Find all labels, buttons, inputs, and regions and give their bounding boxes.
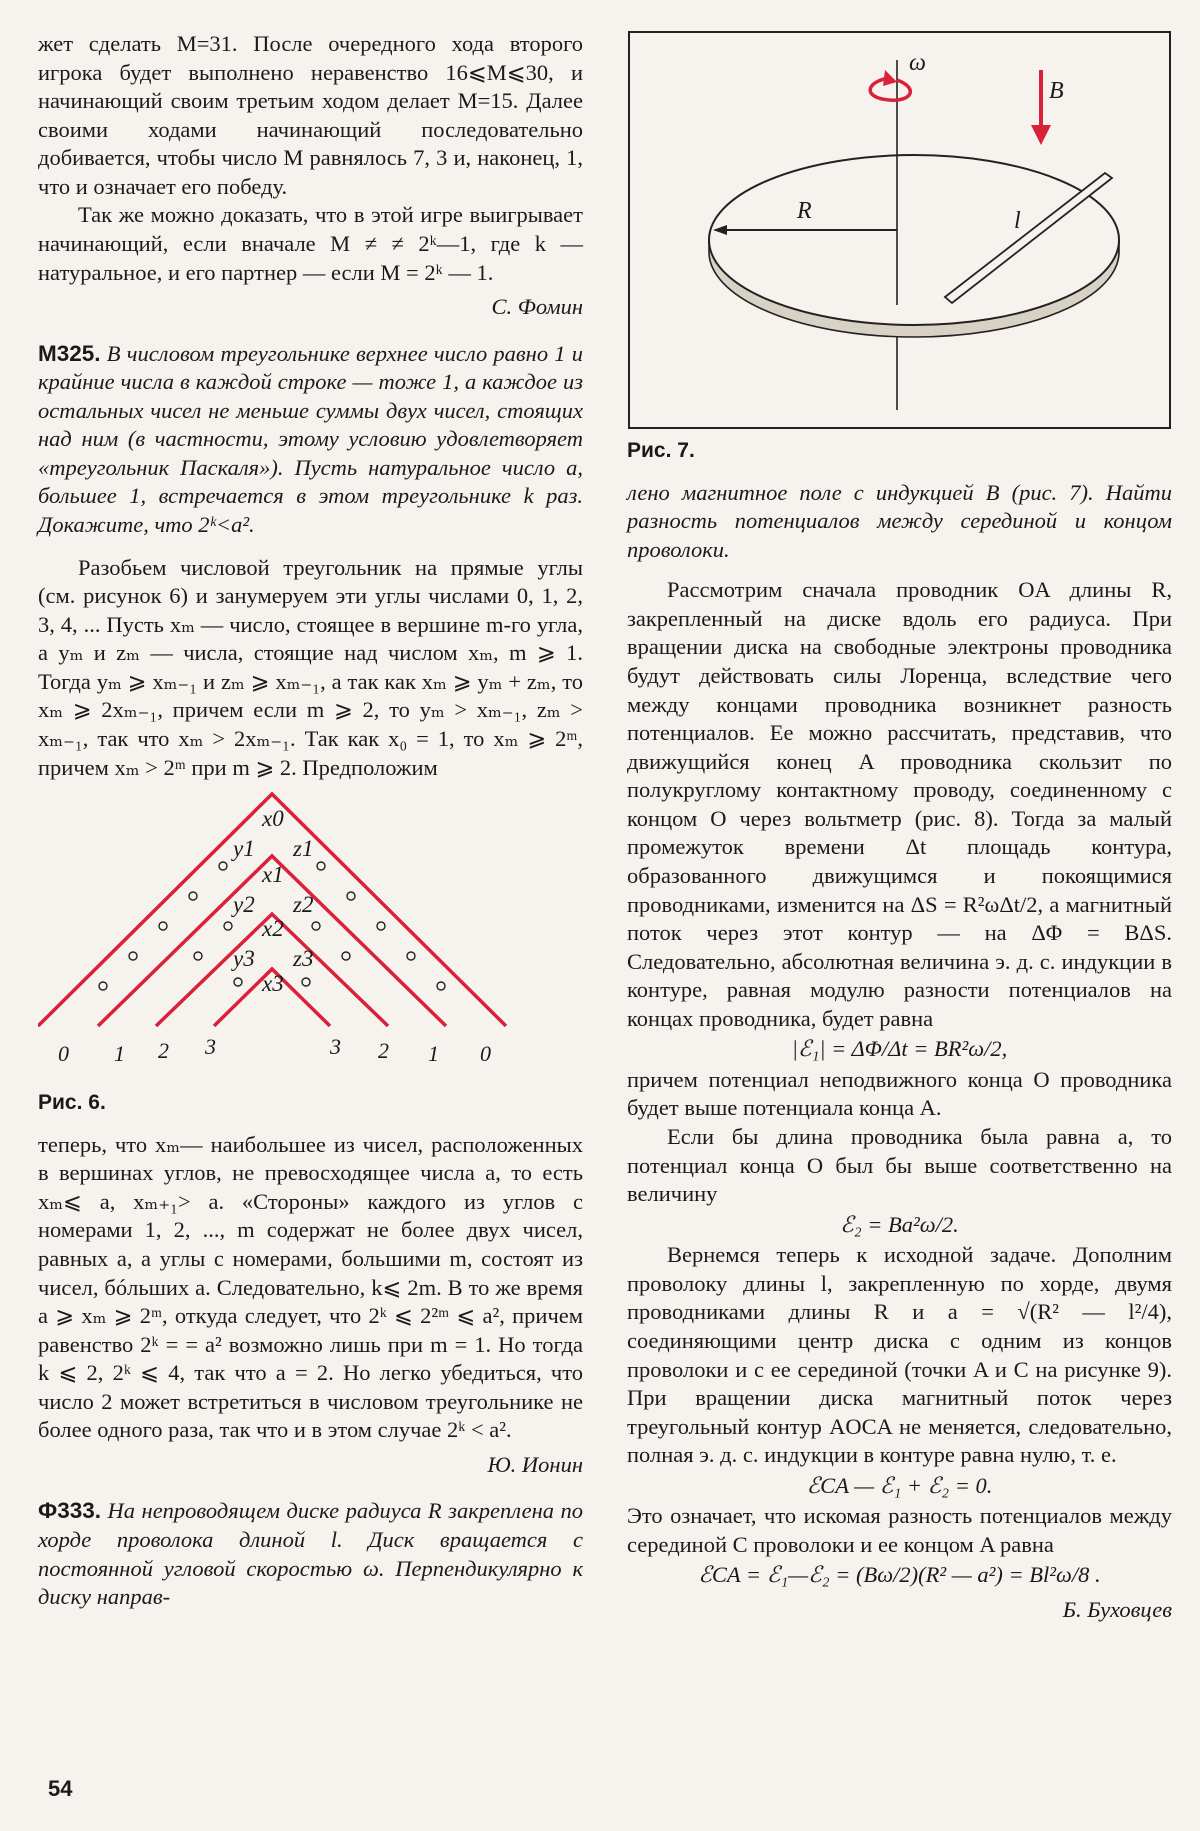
left-column [38,30,583,1612]
figure-7-caption: Рис. 7. [627,439,695,462]
r-label: R [797,198,812,224]
dot [312,922,320,930]
formula-emf1: |ℰ₁| = ΔΦ/Δt = BR²ω/2, [791,1036,1008,1062]
author-signature: С. Фомин [491,294,583,320]
paragraph-length-a: Если бы длина проводника была равна a, то потенциал конца O был бы выше соответственно на величину [627,1124,1172,1207]
x3-label: x3 [262,971,284,997]
right-column [627,30,1172,1643]
author-signature: Б. Буховцев [1062,1597,1172,1623]
b-label: B [1049,78,1064,104]
dot [347,892,355,900]
problem-label: Ф333. [38,1498,101,1524]
figure-7 [627,30,1172,430]
dot [189,892,197,900]
dot [129,952,137,960]
problem-m325 [38,340,583,540]
y3-label: y3 [233,946,255,972]
formula-sum: ℰCA — ℰ₁ + ℰ₂ = 0. [806,1472,993,1498]
paragraph-solution-end: теперь, что xₘ— наибольшее из чисел, расположенных в вершинах углов, не превосходящее числа a, то есть xₘ⩽ a, xₘ₊₁> a. «Стороны» каждого из углов с номерами 1, 2, ..., m содержат не более двух чисел, равных a, а углы с номерами, большими m, состоят из чисел, бóльших a. Следовательно, k⩽ 2m. В то же время a ⩾ xₘ ⩾ 2ᵐ, откуда следует, что 2ᵏ ⩽ 2²ᵐ ⩽ a², причем равенство 2ᵏ = = a² возможно лишь при m = 1. Но тогда k ⩽ 2, 2ᵏ ⩽ 4, так что a = 2. Но легко убедиться, что число 2 может встретиться в числовом треугольнике не более одного раза, так что и в этом случае 2ᵏ < a². [38,1131,583,1443]
z3-label: z3 [293,946,314,972]
paragraph-game-general: Так же можно доказать, что в этой игре выигрывает начинающий, если вначале M ≠ ≠ 2ᵏ—1, где k — натуральное, и его партнер — если M = 2ᵏ — 1. [38,202,583,285]
formula-emf2: ℰ₂ = Ba²ω/2. [840,1211,959,1237]
dot [224,922,232,930]
dot [159,922,167,930]
author-signature: Ю. Ионин [487,1451,583,1477]
angle-number-left-3: 3 [205,1034,216,1060]
paragraph-conductor: Рассмотрим сначала проводник OA длины R, закрепленный на диске вдоль его радиуса. При вращении диска на свободные электроны проводника будут действовать силы Лоренца, вследствие чего между концами проводника возникнет разность потенциалов. Ее можно рассчитать, представив, что движущийся конец A проводника скользит по полукруглому контактному проводу, соединенному с концом O через вольтметр (рис. 8). Тогда за малый промежуток времени Δt площадь контура, образованного движущимся и покоящимися проводниками, изменится на ΔS = R²ωΔt/2, а магнитный поток через этот контур — на ΔΦ = BΔS. Следовательно, абсолютная величина э. д. с. индукции в контуре, равная модулю разности потенциалов на концах проводника, будет равна [627,577,1172,1031]
dot [234,978,242,986]
dot [194,952,202,960]
l-label: l [1014,208,1021,234]
dot [377,922,385,930]
dot [437,982,445,990]
x0-label: x0 [262,806,284,832]
formula-result: ℰCA = ℰ₁—ℰ₂ = (Bω/2)(R² — a²) = Bl²ω/8 . [698,1562,1101,1588]
omega-label: ω [909,50,926,76]
problem-f333 [38,1497,583,1611]
angle-number-right-3: 3 [330,1034,341,1060]
paragraph-potential: причем потенциал неподвижного конца O проводника будет выше потенциала конца A. [627,1066,1172,1121]
z1-label: z1 [293,836,314,862]
page-number: 54 [48,1776,73,1801]
dot [219,862,227,870]
y1-label: y1 [233,836,255,862]
angle-number-left-2: 2 [158,1038,169,1064]
angle-number-left-1: 1 [114,1041,125,1067]
x2-label: x2 [262,916,284,942]
dot [99,982,107,990]
z2-label: z2 [293,892,314,918]
figure-6 [38,786,583,1086]
y2-label: y2 [233,892,255,918]
angle-number-left-0: 0 [58,1041,69,1067]
paragraph-solution-start: Разобьем числовой треугольник на прямые углы (см. рисунок 6) и занумеруем эти углы числами 0, 1, 2, 3, 4, ... Пусть xₘ — число, стоящее в вершине m-го угла, а yₘ и zₘ — числа, стоящие над числом xₘ, m ⩾ 1. Тогда yₘ ⩾ xₘ₋₁ и zₘ ⩾ xₘ₋₁, а так как xₘ ⩾ yₘ + zₘ, то xₘ ⩾ 2xₘ₋₁, причем если m ⩾ 2, то yₘ > xₘ₋₁, zₘ > xₘ₋₁, так что xₘ > 2xₘ₋₁. Так как x₀ = 1, то xₘ ⩾ 2ᵐ, причем xₘ > 2ᵐ при m ⩾ 2. Предположим [38,554,583,780]
angle-number-right-2: 2 [378,1038,389,1064]
problem-continuation: лено магнитное поле с индукцией B (рис. 7). Найти разность потенциалов между серединой и концом проволоки. [627,479,1172,562]
figure-6-caption: Рис. 6. [38,1091,106,1115]
paragraph-game-end: жет сделать M=31. После очередного хода второго игрока будет выполнено неравенство 16⩽M⩽30, и начинающий своим третьим ходом делает M=15. Далее своими ходами начинающий последовательно добивается, чтобы число M равнялось 7, 3 и, наконец, 1, что и означает его победу. [38,31,583,199]
angle-number-right-1: 1 [428,1041,439,1067]
paragraph-conclusion: Это означает, что искомая разность потенциалов между серединой C проволоки и ее концом A равна [627,1503,1172,1557]
problem-statement: В числовом треугольнике верхнее число равно 1 и крайние числа в каждой строке — тоже 1, а каждое из остальных чисел не меньше суммы двух чисел, стоящих над ним (в частности, этому условию удовлетворяет «треугольник Паскаля»). Пусть натуральное число a, большее 1, встречается в этом треугольнике k раз. Докажите, что 2ᵏ<a². [38,340,583,537]
problem-statement: На непроводящем диске радиуса R закреплена по хорде проволока длиной l. Диск вращается с постоянной угловой скоростью ω. Перпендикулярно к диску направ- [38,1498,583,1610]
dot [342,952,350,960]
x1-label: x1 [262,862,284,888]
dot [407,952,415,960]
angle-number-right-0: 0 [480,1041,491,1067]
problem-label: М325. [38,340,101,366]
dot [317,862,325,870]
triangle-diagram [38,786,583,1086]
paragraph-return: Вернемся теперь к исходной задаче. Дополним проволоку длины l, закрепленную по хорде, двумя проводниками длины R и a = √(R² — l²/4), соединяющими центр диска с одним из концов проволоки и с ее серединой (точки A и C на рисунке 9). При вращении диска магнитный поток через треугольный контур AOCA не меняется, следовательно, полная э. д. с. индукции в контуре равна нулю, т. е. [627,1242,1172,1468]
disk-diagram [627,30,1172,430]
dot [302,978,310,986]
